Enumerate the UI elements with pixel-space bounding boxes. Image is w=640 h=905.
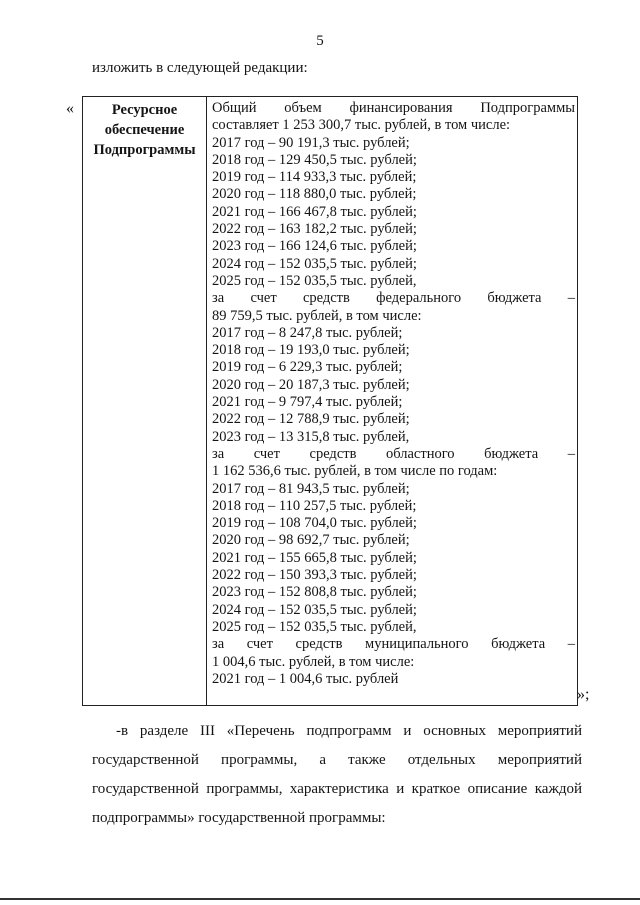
table-line: за счет средств областного бюджета – (212, 445, 575, 462)
table-line: 2017 год – 81 943,5 тыс. рублей; (212, 480, 410, 497)
resource-table (82, 96, 578, 706)
table-line: 2021 год – 155 665,8 тыс. рублей; (212, 549, 417, 566)
table-line: 2023 год – 152 808,8 тыс. рублей; (212, 584, 417, 601)
table-line: 2021 год – 1 004,6 тыс. рублей (212, 670, 399, 687)
table-line: 2023 год – 166 124,6 тыс. рублей; (212, 238, 417, 255)
table-line: 2022 год – 12 788,9 тыс. рублей; (212, 411, 410, 428)
table-line: 89 759,5 тыс. рублей, в том числе: (212, 307, 422, 324)
table-line: 2021 год – 9 797,4 тыс. рублей; (212, 394, 403, 411)
table-line: 2020 год – 98 692,7 тыс. рублей; (212, 532, 410, 549)
table-line: 2022 год – 150 393,3 тыс. рублей; (212, 567, 417, 584)
table-line: 2024 год – 152 035,5 тыс. рублей; (212, 601, 417, 618)
table-line: 2021 год – 166 467,8 тыс. рублей; (212, 203, 417, 220)
table-line: 2019 год – 114 933,3 тыс. рублей; (212, 169, 417, 186)
opening-quote: « (66, 100, 74, 117)
table-line: 2017 год – 8 247,8 тыс. рублей; (212, 324, 403, 341)
table-line: 2018 год – 19 193,0 тыс. рублей; (212, 342, 410, 359)
table-line: 2020 год – 20 187,3 тыс. рублей; (212, 376, 410, 393)
table-line: 2019 год – 108 704,0 тыс. рублей; (212, 515, 417, 532)
table-line: Общий объем финансирования Подпрограммы (212, 100, 575, 116)
table-line: 2018 год – 129 450,5 тыс. рублей; (212, 151, 417, 168)
table-line: 1 162 536,6 тыс. рублей, в том числе по годам: (212, 463, 498, 480)
table-line: составляет 1 253 300,7 тыс. рублей, в том числе: (212, 117, 511, 134)
table-line: 1 004,6 тыс. рублей, в том числе: (212, 653, 415, 670)
table-line: за счет средств муниципального бюджета – (212, 636, 575, 653)
table-line: 2019 год – 6 229,3 тыс. рублей; (212, 359, 403, 376)
table-line: 2022 год – 163 182,2 тыс. рублей; (212, 221, 417, 238)
section-paragraph (92, 717, 582, 833)
table-label-cell (83, 97, 207, 705)
closing-quote: »; (577, 686, 590, 703)
paragraph-line: подпрограммы» государственной программы: (92, 810, 386, 826)
table-line: 2023 год – 13 315,8 тыс. рублей, (212, 428, 410, 445)
label-line: обеспечение (104, 122, 185, 138)
table-line: 2025 год – 152 035,5 тыс. рублей, (212, 618, 417, 635)
table-line: за счет средств федерального бюджета – (212, 290, 575, 307)
table-content-cell (207, 97, 577, 705)
table-line: 2020 год – 118 880,0 тыс. рублей; (212, 186, 417, 203)
paragraph-line: государственной программы, а также отдельных мероприятий (92, 752, 582, 768)
label-line: Ресурсное (111, 102, 178, 118)
paragraph-line: государственной программы, характеристика и краткое описание каждой (92, 781, 582, 797)
intro-text: изложить в следующей редакции: (92, 60, 308, 76)
page-number: 5 (316, 33, 324, 49)
table-line: 2017 год – 90 191,3 тыс. рублей; (212, 134, 410, 151)
table-line: 2018 год – 110 257,5 тыс. рублей; (212, 497, 417, 514)
label-line: Подпрограммы (93, 142, 196, 158)
table-line: 2024 год – 152 035,5 тыс. рублей; (212, 255, 417, 272)
table-line: 2025 год – 152 035,5 тыс. рублей, (212, 272, 417, 289)
page-bottom-rule (0, 898, 640, 900)
paragraph-line: -в разделе III «Перечень подпрограмм и основных мероприятий (116, 723, 582, 739)
